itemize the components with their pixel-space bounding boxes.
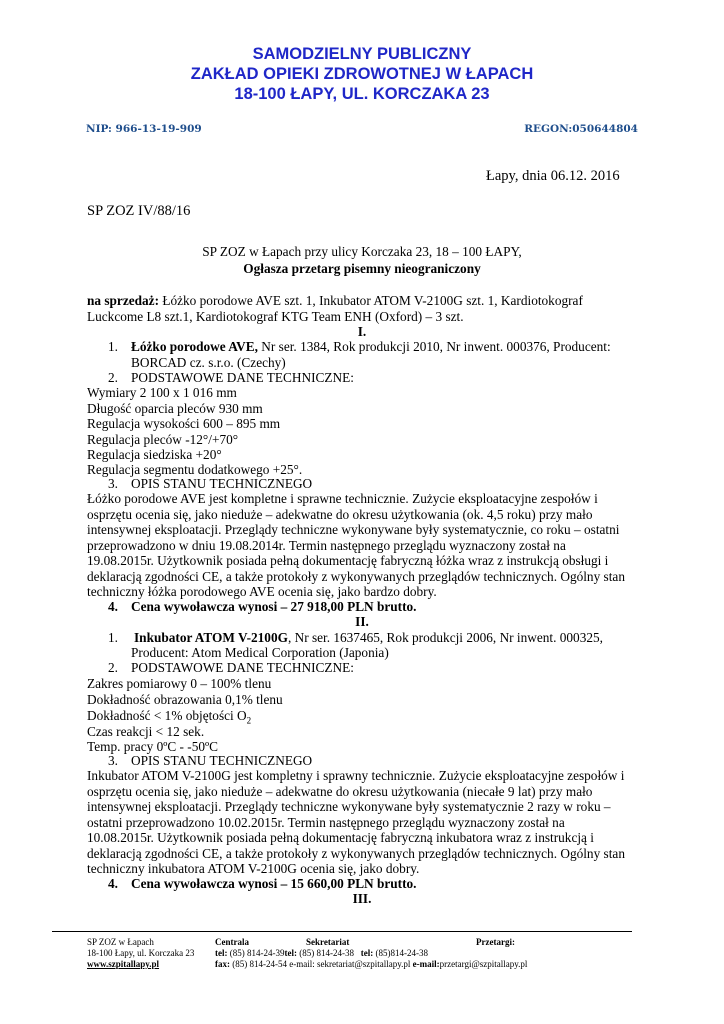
tel-number: (85)814-24-38: [373, 948, 428, 958]
item-number: 3.: [108, 753, 118, 768]
footer-sekretariat-label: Sekretariat: [306, 937, 350, 947]
footer-centrala-label: Centrala: [215, 937, 249, 947]
institution-address: 18-100 ŁAPY, UL. KORCZAKA 23: [234, 85, 490, 103]
desc-line: ostatni przeprowadzono 10.02.2015r. Termin następnego przeglądu wyznaczony został na: [87, 815, 565, 830]
tel-number: (85) 814-24-39: [227, 948, 285, 958]
desc-line: 19.08.2015r. Użytkownik posiada pełną dokumentację fabryczną łóżka wraz z instrukcją obsługi i: [87, 553, 609, 568]
desc-line: intensywnej eksploatacji. Przeglądy techniczne wykonywane były systematycznie, co roku – ostatni: [87, 522, 620, 537]
spec-line: Regulacja pleców -12°/+70°: [87, 432, 239, 447]
bed-title-line: [131, 339, 611, 355]
item-number: 3.: [108, 476, 118, 491]
spec-line: Długość oparcia pleców 930 mm: [87, 401, 263, 416]
sale-items: Łóżko porodowe AVE szt. 1, Inkubator ATOM V-2100G szt. 1, Kardiotokograf: [159, 293, 583, 308]
intro-line: SP ZOZ w Łapach przy ulicy Korczaka 23, 18 – 100 ŁAPY,: [202, 244, 522, 259]
incubator-title-line: [134, 630, 603, 646]
price-line: Cena wywoławcza wynosi – 15 660,00 PLN brutto.: [131, 876, 417, 891]
footer-przetargi-label: Przetargi:: [476, 937, 515, 947]
section-3-heading: III.: [352, 891, 372, 906]
section-2-heading: II.: [355, 614, 369, 629]
tel-label: tel:: [215, 948, 228, 958]
desc-line: Inkubator ATOM V-2100G jest kompletny i sprawny technicznie. Zużycie eksploatacyjne zespołów i: [87, 768, 625, 783]
spec-line: Dokładność obrazowania 0,1% tlenu: [87, 692, 283, 707]
tel-number: (85) 814-24-38: [297, 948, 354, 958]
desc-line: deklaracją zgodności CE, a także protokoły z wykonywanych przeglądów technicznych. Ogólny stan: [87, 846, 625, 861]
spec-line: Regulacja siedziska +20°: [87, 447, 222, 462]
institution-name-line1: SAMODZIELNY PUBLICZNY: [252, 45, 472, 63]
desc-line: techniczny inkubatora ATOM V-2100G ocenia się, jako dobry.: [87, 861, 420, 876]
document-date: Łapy, dnia 06.12. 2016: [486, 168, 620, 184]
footer-address-1: SP ZOZ w Łapach: [87, 937, 154, 947]
spec-line: Czas reakcji < 12 sek.: [87, 724, 205, 739]
spec-line: Regulacja segmentu dodatkowego +25°.: [87, 462, 303, 477]
tel-label: tel:: [360, 948, 374, 958]
tender-title: Ogłasza przetarg pisemny nieograniczony: [243, 261, 481, 276]
desc-line: intensywnej eksploatacji. Przeglądy techniczne wykonywane były systematycznie 2 razy w roku –: [87, 799, 611, 814]
spec-line: Wymiary 2 100 x 1 016 mm: [87, 385, 237, 400]
footer-website-link[interactable]: www.szpitallapy.pl: [87, 959, 160, 969]
email-sekretariat[interactable]: e-mail: sekretariat@szpitallapy.pl: [287, 959, 413, 969]
fax-label: fax:: [215, 959, 230, 969]
desc-line: deklaracją zgodności CE, a także protokoły z wykonywanych przeglądów technicznych. Ogólny stan: [87, 569, 625, 584]
tech-data-heading: PODSTAWOWE DANE TECHNICZNE:: [131, 660, 354, 675]
sale-line1: [87, 293, 583, 309]
tel-label: tel:: [284, 948, 297, 958]
item-number: 4.: [108, 599, 118, 614]
bed-name: Łóżko porodowe AVE,: [131, 339, 258, 354]
section-1-heading: I.: [357, 324, 367, 339]
item-number: 2.: [108, 660, 118, 675]
spec-line: Zakres pomiarowy 0 – 100% tlenu: [87, 676, 272, 691]
fax-number: (85) 814-24-54: [230, 959, 287, 969]
spec-line: Regulacja wysokości 600 – 895 mm: [87, 416, 281, 431]
footer-address-2: 18-100 Łapy, ul. Korczaka 23: [87, 948, 195, 958]
condition-heading: OPIS STANU TECHNICZNEGO: [131, 476, 313, 491]
subscript: 2: [246, 715, 252, 726]
email-przetargi[interactable]: przetargi@szpitallapy.pl: [439, 959, 528, 969]
item-number: 4.: [108, 876, 118, 891]
sale-label: na sprzedaż:: [87, 293, 160, 308]
regon-number: REGON:050644804: [524, 123, 638, 135]
spec-line: [87, 708, 251, 724]
footer-divider: [52, 931, 632, 932]
incubator-name: Inkubator ATOM V-2100G: [134, 630, 288, 645]
spec-line: Temp. pracy 0ºC - -50ºC: [87, 739, 219, 754]
reference-number: SP ZOZ IV/88/16: [87, 203, 191, 219]
nip-number: NIP: 966-13-19-909: [86, 123, 202, 135]
sale-line2: Luckcome L8 szt.1, Kardiotokograf KTG Team ENH (Oxford) – 3 szt.: [87, 309, 464, 324]
desc-line: 10.08.2015r. Użytkownik posiada pełną dokumentację fabryczną inkubatora wraz z instrukcją i: [87, 830, 594, 845]
price-line: Cena wywoławcza wynosi – 27 918,00 PLN brutto.: [131, 599, 417, 614]
tech-data-heading: PODSTAWOWE DANE TECHNICZNE:: [131, 370, 354, 385]
bed-producer: BORCAD cz. s.r.o. (Czechy): [131, 355, 286, 370]
footer-phone-line: [215, 948, 428, 959]
spec-text: Dokładność < 1% objętości O: [87, 708, 247, 723]
footer-fax-line: [215, 959, 527, 970]
item-number: 2.: [108, 370, 118, 385]
bed-details: Nr ser. 1384, Rok produkcji 2010, Nr inwent. 000376, Producent:: [257, 339, 611, 354]
condition-heading: OPIS STANU TECHNICZNEGO: [131, 753, 313, 768]
incubator-producer: Producent: Atom Medical Corporation (Japonia): [131, 645, 389, 660]
desc-line: techniczny łóżka porodowego AVE ocenia się, jako bardzo dobry.: [87, 584, 437, 599]
desc-line: osprzętu ocenia się, jako nieduże – adekwatne do okresu użytkowania (niecałe 9 lat) przy mało: [87, 784, 593, 799]
institution-name-line2: ZAKŁAD OPIEKI ZDROWOTNEJ W ŁAPACH: [190, 65, 534, 83]
desc-line: osprzętu ocenia się, jako nieduże – adekwatne do okresu użytkowania (ok. 4,5 roku) przy mało: [87, 507, 593, 522]
item-number: 1.: [108, 630, 118, 645]
desc-line: Łóżko porodowe AVE jest kompletne i sprawne technicznie. Zużycie eksploatacyjne zespołów i: [87, 491, 598, 506]
incubator-details: , Nr ser. 1637465, Rok produkcji 2006, Nr inwent. 000325,: [287, 630, 603, 645]
desc-line: przeprowadzono w dniu 19.08.2014r. Termin następnego przeglądu wyznaczony został na: [87, 538, 566, 553]
email-label: e-mail:: [412, 959, 440, 969]
item-number: 1.: [108, 339, 118, 354]
